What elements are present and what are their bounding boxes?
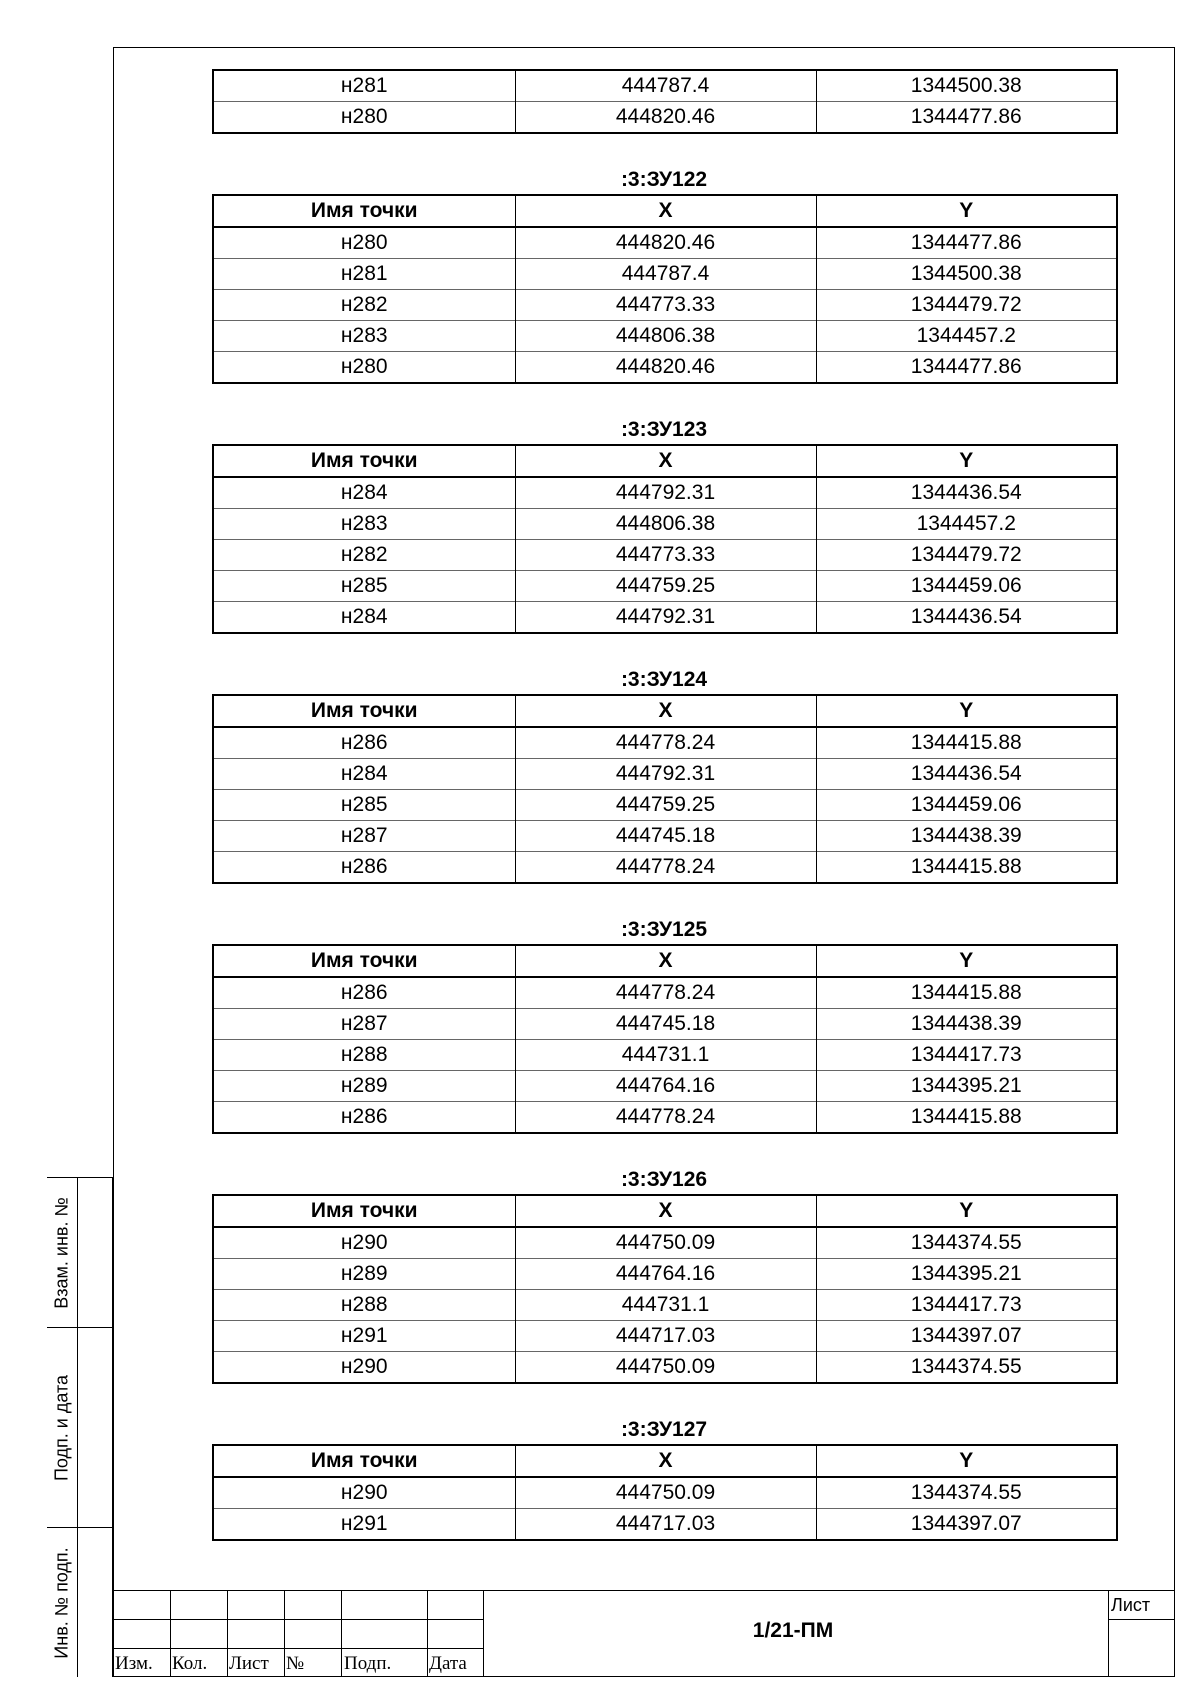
cell-y: 1344374.55 [816, 1227, 1117, 1259]
cell-y: 1344500.38 [816, 70, 1117, 102]
side-cell-replace-inv [47, 1177, 113, 1327]
cell-point-name: н286 [213, 977, 515, 1009]
table-row [213, 790, 1117, 821]
cell-point-name: н287 [213, 821, 515, 852]
document-code: 1/21-ПМ [752, 1619, 834, 1642]
table-row [213, 571, 1117, 602]
cell-point-name: н287 [213, 1009, 515, 1040]
side-label-inv-original: Инв. № подп. [51, 1546, 72, 1659]
stamp-caption-doc-number: № [286, 1653, 305, 1674]
cell-y: 1344479.72 [816, 290, 1117, 321]
cell-x: 444820.46 [515, 102, 816, 134]
coordinates-table [212, 194, 1118, 384]
table-header-row [213, 445, 1117, 477]
cell-y: 1344457.2 [816, 321, 1117, 352]
cell-y: 1344477.86 [816, 102, 1117, 134]
cell-y: 1344459.06 [816, 790, 1117, 821]
cell-x: 444750.09 [515, 1352, 816, 1384]
section-title: :3:ЗУ125 [620, 918, 708, 941]
cell-y: 1344397.07 [816, 1509, 1117, 1541]
header-point-name: Имя точки [213, 1195, 515, 1227]
header-point-name: Имя точки [213, 1445, 515, 1477]
cell-x: 444773.33 [515, 540, 816, 571]
cell-point-name: н280 [213, 102, 515, 134]
cell-x: 444745.18 [515, 1009, 816, 1040]
cell-y: 1344374.55 [816, 1352, 1117, 1384]
section-title: :3:ЗУ123 [620, 418, 708, 441]
continued-table [212, 69, 1118, 134]
coordinates-table [212, 694, 1118, 884]
table-row [213, 1071, 1117, 1102]
cell-point-name: н281 [213, 70, 515, 102]
stamp-caption-sheet: Лист [229, 1653, 269, 1674]
stamp-caption-change: Изм. [115, 1653, 153, 1674]
section-title: :3:ЗУ127 [620, 1418, 708, 1441]
table-header-row [213, 695, 1117, 727]
header-x: X [515, 1195, 816, 1227]
table-row [213, 352, 1117, 384]
table-row [213, 1290, 1117, 1321]
cell-x: 444759.25 [515, 790, 816, 821]
section-title: :3:ЗУ122 [620, 168, 708, 191]
cell-point-name: н290 [213, 1352, 515, 1384]
cell-x: 444778.24 [515, 852, 816, 884]
stamp-caption-date: Дата [429, 1653, 467, 1674]
table-row [213, 1009, 1117, 1040]
cell-point-name: н285 [213, 790, 515, 821]
cell-point-name: н288 [213, 1040, 515, 1071]
cell-y: 1344395.21 [816, 1071, 1117, 1102]
cell-y: 1344415.88 [816, 852, 1117, 884]
stamp-caption-count: Кол. [172, 1653, 208, 1674]
side-label-signature-date: Подп. и дата [51, 1374, 72, 1481]
cell-y: 1344477.86 [816, 352, 1117, 384]
sheet-number-label: Лист [1111, 1595, 1151, 1615]
header-x: X [515, 945, 816, 977]
header-point-name: Имя точки [213, 445, 515, 477]
document-content [212, 69, 1116, 1541]
cell-x: 444778.24 [515, 727, 816, 759]
table-header-row [213, 195, 1117, 227]
table-row [213, 977, 1117, 1009]
cell-y: 1344500.38 [816, 259, 1117, 290]
header-y: Y [816, 695, 1117, 727]
cell-point-name: н290 [213, 1477, 515, 1509]
table-row [213, 1509, 1117, 1541]
cell-point-name: н291 [213, 1509, 515, 1541]
table-row [213, 1040, 1117, 1071]
cell-point-name: н289 [213, 1071, 515, 1102]
cell-y: 1344415.88 [816, 1102, 1117, 1134]
cell-x: 444792.31 [515, 477, 816, 509]
cell-x: 444717.03 [515, 1321, 816, 1352]
cell-y: 1344477.86 [816, 227, 1117, 259]
table-row [213, 1102, 1117, 1134]
cell-point-name: н289 [213, 1259, 515, 1290]
cell-point-name: н282 [213, 540, 515, 571]
cell-point-name: н288 [213, 1290, 515, 1321]
cell-point-name: н282 [213, 290, 515, 321]
coordinates-table [212, 944, 1118, 1134]
header-x: X [515, 195, 816, 227]
side-cell-signature-date [47, 1327, 113, 1527]
cell-y: 1344479.72 [816, 540, 1117, 571]
cell-y: 1344459.06 [816, 571, 1117, 602]
cell-point-name: н283 [213, 509, 515, 540]
cell-y: 1344417.73 [816, 1290, 1117, 1321]
cell-y: 1344397.07 [816, 1321, 1117, 1352]
cell-point-name: н284 [213, 759, 515, 790]
header-y: Y [816, 445, 1117, 477]
table-row [213, 102, 1117, 134]
table-row [213, 602, 1117, 634]
cell-y: 1344415.88 [816, 727, 1117, 759]
cell-x: 444773.33 [515, 290, 816, 321]
header-y: Y [816, 1445, 1117, 1477]
table-row [213, 540, 1117, 571]
cell-x: 444792.31 [515, 759, 816, 790]
table-row [213, 821, 1117, 852]
cell-x: 444792.31 [515, 602, 816, 634]
cell-y: 1344438.39 [816, 1009, 1117, 1040]
header-y: Y [816, 1195, 1117, 1227]
header-x: X [515, 695, 816, 727]
coordinates-table [212, 1194, 1118, 1384]
cell-x: 444820.46 [515, 227, 816, 259]
header-x: X [515, 1445, 816, 1477]
cell-point-name: н283 [213, 321, 515, 352]
header-point-name: Имя точки [213, 945, 515, 977]
table-row [213, 1259, 1117, 1290]
table-row [213, 759, 1117, 790]
cell-x: 444787.4 [515, 70, 816, 102]
stamp-caption-signature: Подп. [344, 1653, 392, 1674]
coordinates-table [212, 1444, 1118, 1541]
cell-x: 444717.03 [515, 1509, 816, 1541]
cell-x: 444745.18 [515, 821, 816, 852]
cell-point-name: н285 [213, 571, 515, 602]
table-row [213, 1227, 1117, 1259]
cell-x: 444806.38 [515, 321, 816, 352]
cell-point-name: н286 [213, 1102, 515, 1134]
table-row [213, 477, 1117, 509]
header-point-name: Имя точки [213, 695, 515, 727]
cell-y: 1344457.2 [816, 509, 1117, 540]
cell-y: 1344417.73 [816, 1040, 1117, 1071]
header-point-name: Имя точки [213, 195, 515, 227]
header-x: X [515, 445, 816, 477]
cell-x: 444731.1 [515, 1040, 816, 1071]
table-row [213, 70, 1117, 102]
table-row [213, 259, 1117, 290]
cell-x: 444759.25 [515, 571, 816, 602]
table-row [213, 1352, 1117, 1384]
side-cell-inv-original [47, 1527, 113, 1677]
cell-y: 1344374.55 [816, 1477, 1117, 1509]
cell-point-name: н280 [213, 352, 515, 384]
cell-y: 1344436.54 [816, 602, 1117, 634]
cell-point-name: н284 [213, 602, 515, 634]
cell-x: 444750.09 [515, 1227, 816, 1259]
table-row [213, 852, 1117, 884]
cell-y: 1344436.54 [816, 477, 1117, 509]
table-row [213, 227, 1117, 259]
cell-y: 1344436.54 [816, 759, 1117, 790]
cell-point-name: н286 [213, 852, 515, 884]
table-row [213, 290, 1117, 321]
cell-y: 1344395.21 [816, 1259, 1117, 1290]
table-row [213, 1321, 1117, 1352]
title-block [113, 1590, 1175, 1677]
table-header-row [213, 1195, 1117, 1227]
cell-point-name: н286 [213, 727, 515, 759]
table-header-row [213, 1445, 1117, 1477]
cell-point-name: н291 [213, 1321, 515, 1352]
section-title: :3:ЗУ126 [620, 1168, 708, 1191]
header-y: Y [816, 195, 1117, 227]
table-row [213, 727, 1117, 759]
table-row [213, 509, 1117, 540]
table-row [213, 321, 1117, 352]
header-y: Y [816, 945, 1117, 977]
table-row [213, 1477, 1117, 1509]
cell-point-name: н284 [213, 477, 515, 509]
cell-point-name: н281 [213, 259, 515, 290]
cell-x: 444787.4 [515, 259, 816, 290]
cell-y: 1344438.39 [816, 821, 1117, 852]
cell-x: 444778.24 [515, 1102, 816, 1134]
cell-x: 444806.38 [515, 509, 816, 540]
cell-x: 444778.24 [515, 977, 816, 1009]
cell-x: 444731.1 [515, 1290, 816, 1321]
cell-x: 444764.16 [515, 1071, 816, 1102]
side-strip [47, 1177, 113, 1677]
cell-x: 444820.46 [515, 352, 816, 384]
cell-x: 444764.16 [515, 1259, 816, 1290]
cell-y: 1344415.88 [816, 977, 1117, 1009]
table-header-row [213, 945, 1117, 977]
coordinates-table [212, 444, 1118, 634]
cell-point-name: н290 [213, 1227, 515, 1259]
side-label-replace-inv: Взам. инв. № [51, 1196, 72, 1309]
section-title: :3:ЗУ124 [620, 668, 708, 691]
cell-point-name: н280 [213, 227, 515, 259]
cell-x: 444750.09 [515, 1477, 816, 1509]
